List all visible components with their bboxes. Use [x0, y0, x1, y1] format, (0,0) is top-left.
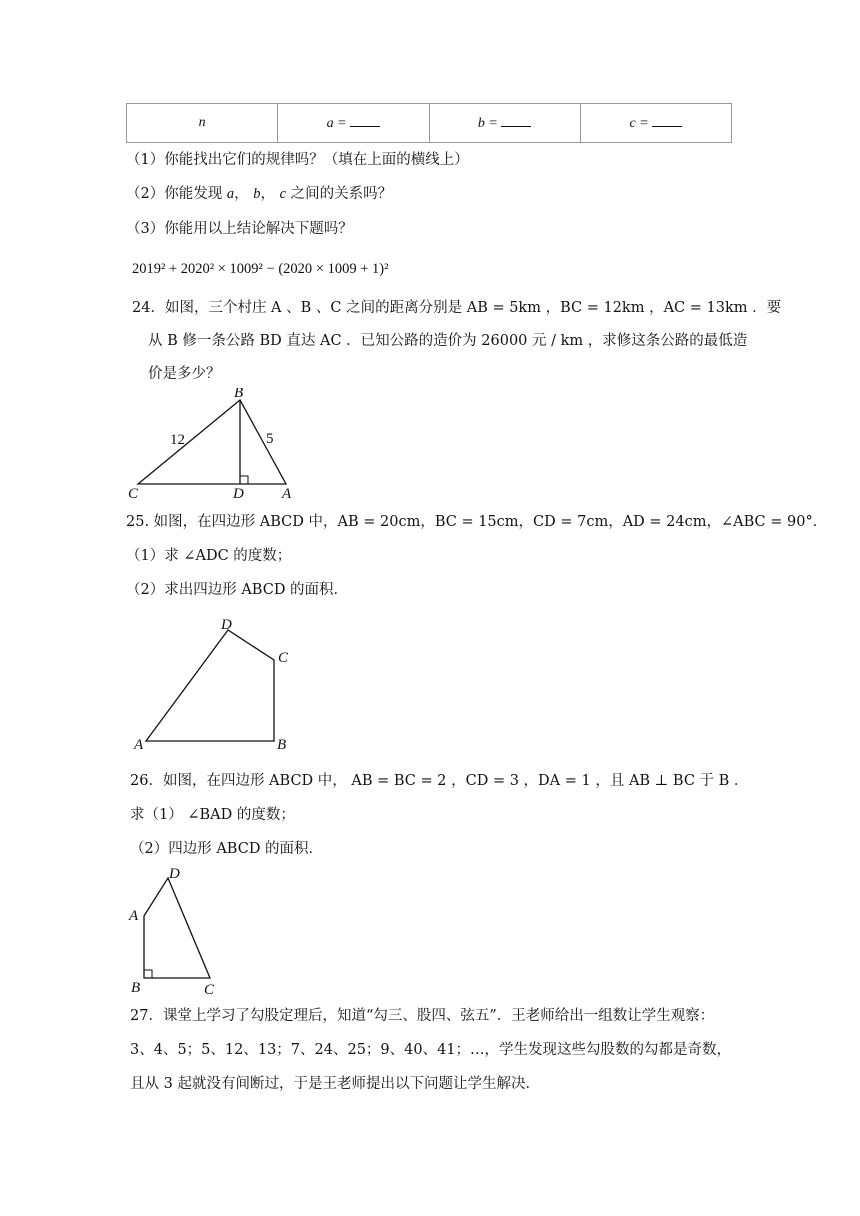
table-row — [127, 104, 732, 143]
q23-part2-pre: （2）你能发现 — [126, 186, 223, 202]
length-bc: 12 — [170, 432, 185, 448]
right-angle-mark — [240, 476, 248, 484]
q27-line1: 27．课堂上学习了勾股定理后，知道“勾三、股四、弦五”．王老师给出一组数让学生观察： — [130, 1008, 715, 1024]
label-b: B — [131, 980, 141, 996]
cell-text: b = — [477, 116, 498, 131]
q27-line3: 且从 3 起就没有间断过，于是王老师提出以下问题让学生解决． — [130, 1076, 540, 1092]
q24-line3: 价是多少？ — [148, 366, 221, 382]
label-c: C — [204, 982, 215, 998]
q24-figure — [120, 388, 310, 506]
label-b: B — [234, 388, 244, 401]
cell-text: a = — [326, 116, 347, 131]
quadrilateral-abcd — [146, 630, 274, 741]
q23-expression: 2019² + 2020² × 1009² − (2020 × 1009 + 1)² — [132, 261, 389, 277]
q26-figure — [126, 864, 226, 998]
q24-line2: 从 B 修一条公路 BD 直达 AC ．已知公路的造价为 26000 元 / km ，求修这条公路的最低造 — [148, 333, 748, 349]
label-c: C — [128, 486, 139, 502]
label-b: B — [277, 737, 287, 753]
label-d: D — [169, 866, 180, 882]
length-ab: 5 — [266, 431, 274, 447]
label-c: C — [278, 650, 289, 666]
label-a: A — [134, 737, 144, 753]
table-cell-c — [580, 104, 731, 143]
triangle-abc — [138, 400, 286, 484]
label-d: D — [221, 617, 232, 633]
cell-text: n — [198, 115, 206, 130]
q25-part2: （2）求出四边形 ABCD 的面积． — [126, 582, 349, 598]
q26-part2: （2）四边形 ABCD 的面积． — [130, 841, 324, 857]
label-a: A — [282, 486, 292, 502]
q24-line1: 24．如图，三个村庄 A 、B 、C 之间的距离分别是 AB = 5km ，BC = 12km ，AC = 13km ．要 — [132, 300, 782, 316]
q26-line1: 26．如图，在四边形 ABCD 中， AB = BC = 2 ，CD = 3 ，DA = 1 ，且 AB ⊥ BC 于 B ． — [130, 773, 749, 789]
q25-figure — [126, 610, 306, 754]
answer-blank[interactable] — [501, 114, 531, 127]
table-cell-n — [127, 104, 278, 143]
q23-part2-post: 之间的关系吗？ — [290, 186, 393, 202]
table-cell-b — [429, 104, 580, 143]
cell-text: c = — [629, 116, 649, 131]
q23-part3: （3）你能用以上结论解决下题吗？ — [126, 221, 353, 237]
q25-line1: 25. 如图，在四边形 ABCD 中，AB = 20cm，BC = 15cm，CD = 7cm，AD = 24cm，∠ABC = 90°． — [126, 514, 828, 530]
label-a: A — [129, 908, 139, 924]
quadrilateral-abcd — [144, 878, 210, 978]
var-a: a — [226, 186, 235, 202]
pattern-table — [126, 103, 732, 143]
answer-blank[interactable] — [350, 114, 380, 127]
answer-blank[interactable] — [652, 114, 682, 127]
q26-part1: 求（1） ∠BAD 的度数； — [130, 807, 295, 823]
q23-part1: （1）你能找出它们的规律吗？（填在上面的横线上） — [126, 152, 469, 168]
var-b: b — [253, 186, 261, 202]
q23-part2: （2）你能发现 a， b， c 之间的关系吗？ — [126, 186, 393, 202]
var-c: c — [279, 186, 286, 202]
q25-part1: （1）求 ∠ADC 的度数； — [126, 548, 292, 564]
table-cell-a — [278, 104, 429, 143]
q27-line2: 3、4、5；5、12、13；7、24、25；9、40、41；…，学生发现这些勾股数的勾都是奇数， — [130, 1042, 732, 1058]
label-d: D — [233, 486, 244, 502]
right-angle-mark — [144, 970, 152, 978]
